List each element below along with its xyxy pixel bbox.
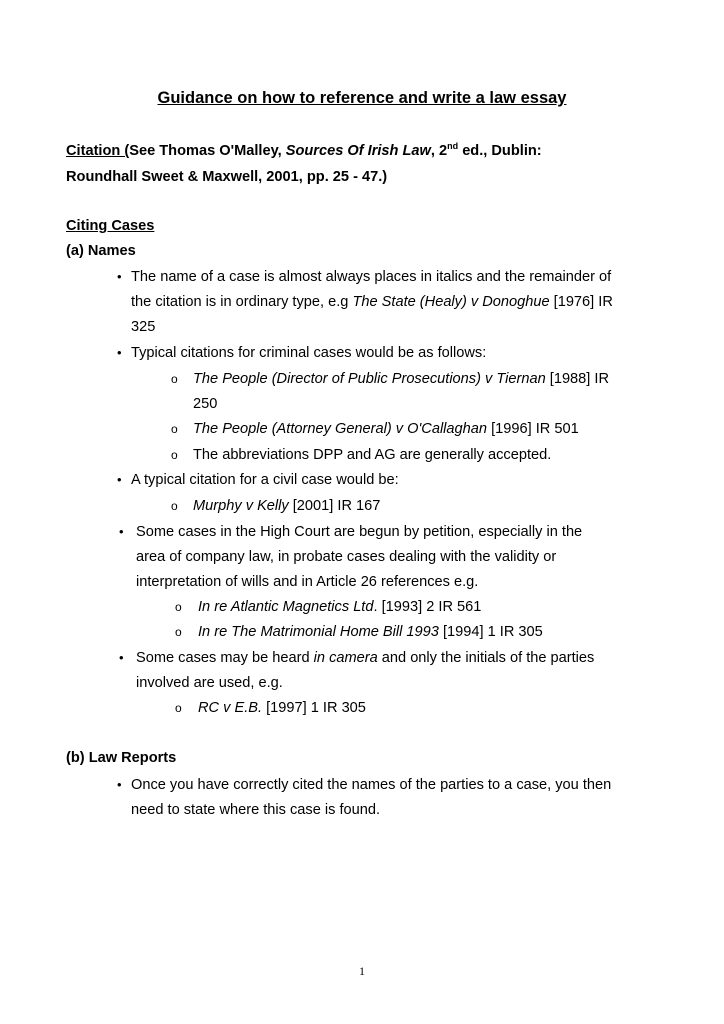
case-name: The People (Attorney General) v O'Callaghan	[193, 421, 488, 437]
list-item-continuation	[136, 548, 556, 566]
sub-bullet-icon: o	[171, 372, 178, 386]
case-name: In re The Matrimonial Home Bill 1993	[198, 624, 439, 640]
text-segment: [1994] 1 IR 305	[438, 624, 543, 640]
citation-label: Citation (	[66, 143, 130, 159]
bullet-icon: •	[119, 524, 124, 539]
list-item-continuation	[136, 573, 478, 591]
list-item	[131, 776, 611, 794]
case-name: RC v E.B.	[198, 700, 263, 716]
bullet-icon: •	[119, 650, 124, 665]
list-item	[193, 497, 380, 515]
text-segment: The name of a case is almost always places in italics and the remainder of	[131, 269, 612, 285]
list-item-continuation	[131, 801, 380, 819]
citation-text: ed., Dublin:	[458, 143, 542, 159]
list-item	[131, 344, 486, 362]
text-segment: need to state where this case is found.	[131, 802, 381, 818]
sub-bullet-icon: o	[171, 499, 178, 513]
citation-text: , 2	[430, 143, 448, 159]
names-heading: (a) Names	[66, 243, 136, 259]
sub-bullet-icon: o	[175, 625, 182, 639]
list-item	[193, 370, 609, 388]
text-segment: interpretation of wills and in Article 26 references e.g.	[136, 574, 479, 590]
law-reports-heading: (b) Law Reports	[66, 750, 177, 766]
text-segment: [1988] IR	[545, 371, 609, 387]
sub-bullet-icon: o	[171, 422, 178, 436]
list-item	[136, 649, 594, 667]
citation-text: See Thomas O'Malley,	[129, 143, 286, 159]
list-item-continuation	[193, 395, 217, 413]
case-name: The People (Director of Public Prosecutions) v Tiernan	[193, 371, 546, 387]
list-item	[198, 598, 481, 616]
superscript: nd	[447, 141, 459, 152]
list-item	[193, 420, 579, 438]
list-item	[198, 623, 543, 641]
text-segment: the citation is in ordinary type, e.g	[131, 294, 353, 310]
citation-line-1	[66, 142, 542, 160]
sub-bullet-icon: o	[171, 448, 178, 462]
text-segment: Some cases may be heard	[136, 650, 314, 666]
case-name: Murphy v Kelly	[193, 498, 289, 514]
document-title: Guidance on how to reference and write a law essay	[157, 89, 567, 107]
bullet-icon: •	[117, 269, 122, 284]
list-item-continuation	[131, 318, 155, 336]
citing-cases-heading: Citing Cases	[66, 218, 155, 234]
text-segment: The abbreviations DPP and AG are generally accepted.	[193, 447, 552, 463]
bullet-icon: •	[117, 345, 122, 360]
bullet-icon: •	[117, 472, 122, 487]
book-title: Sources Of Irish Law	[285, 143, 431, 159]
text-segment: Once you have correctly cited the names of the parties to a case, you then	[131, 777, 612, 793]
text-segment: Typical citations for criminal cases would be as follows:	[131, 345, 487, 361]
text-segment: [1996] IR 501	[487, 421, 579, 437]
sub-bullet-icon: o	[175, 600, 182, 614]
text-segment: area of company law, in probate cases dealing with the validity or	[136, 549, 557, 565]
citation-line-2: Roundhall Sweet & Maxwell, 2001, pp. 25 - 47.)	[66, 169, 388, 185]
text-segment: involved are used, e.g.	[136, 675, 283, 691]
text-segment: . [1993] 2 IR 561	[373, 599, 482, 615]
list-item	[136, 523, 582, 541]
text-segment: [1997] 1 IR 305	[262, 700, 366, 716]
text-segment: and only the initials of the parties	[377, 650, 595, 666]
text-segment: 250	[193, 396, 218, 412]
list-item	[198, 699, 366, 717]
case-name: In re Atlantic Magnetics Ltd	[198, 599, 374, 615]
case-name: The State (Healy) v Donoghue	[352, 294, 550, 310]
text-segment: A typical citation for a civil case would be:	[131, 472, 399, 488]
list-item	[131, 471, 399, 489]
bullet-icon: •	[117, 777, 122, 792]
text-segment: Some cases in the High Court are begun by petition, especially in the	[136, 524, 583, 540]
list-item-continuation	[131, 293, 613, 311]
list-item	[193, 446, 551, 464]
list-item-continuation	[136, 674, 283, 692]
text-segment: [1976] IR	[549, 294, 613, 310]
sub-bullet-icon: o	[175, 701, 182, 715]
case-name: in camera	[313, 650, 378, 666]
text-segment: 325	[131, 319, 156, 335]
list-item	[131, 268, 611, 286]
page-number: 1	[359, 964, 365, 978]
text-segment: [2001] IR 167	[288, 498, 381, 514]
